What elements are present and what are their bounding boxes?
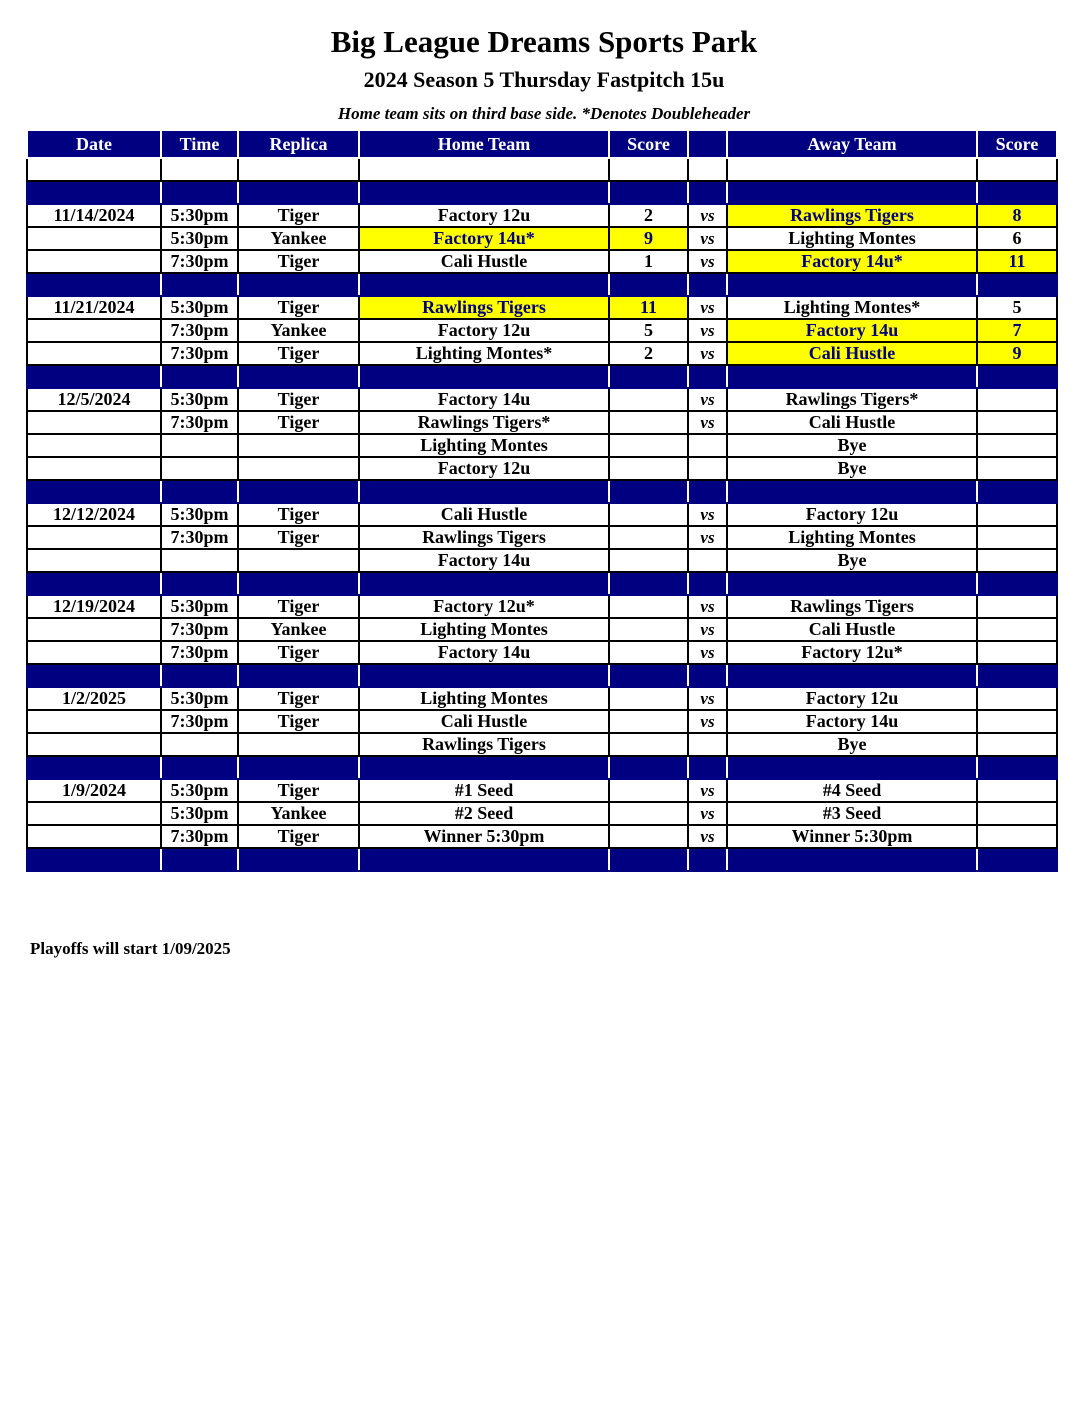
separator-cell	[161, 848, 238, 871]
col-header-date: Date	[27, 131, 161, 158]
separator-cell	[977, 480, 1057, 503]
cell-away-team: Lighting Montes*	[727, 296, 977, 319]
cell-away-score	[977, 526, 1057, 549]
separator-cell	[688, 664, 727, 687]
cell-time: 7:30pm	[161, 710, 238, 733]
week-separator-row	[27, 181, 1057, 204]
blank-cell	[688, 158, 727, 181]
cell-replica: Tiger	[238, 342, 359, 365]
cell-replica: Yankee	[238, 227, 359, 250]
cell-away-team: Cali Hustle	[727, 618, 977, 641]
cell-home-team: Rawlings Tigers*	[359, 411, 609, 434]
cell-time: 7:30pm	[161, 641, 238, 664]
cell-home-team: Lighting Montes	[359, 618, 609, 641]
cell-away-score	[977, 710, 1057, 733]
separator-cell	[238, 664, 359, 687]
cell-date: 1/2/2025	[27, 687, 161, 710]
separator-cell	[27, 365, 161, 388]
cell-vs: vs	[688, 503, 727, 526]
cell-replica	[238, 733, 359, 756]
cell-date	[27, 802, 161, 825]
game-row	[27, 388, 1057, 411]
cell-replica: Tiger	[238, 825, 359, 848]
cell-home-team: Cali Hustle	[359, 503, 609, 526]
blank-cell	[359, 158, 609, 181]
separator-cell	[688, 848, 727, 871]
col-header-home-team: Home Team	[359, 131, 609, 158]
cell-time	[161, 457, 238, 480]
cell-away-score: 8	[977, 204, 1057, 227]
cell-home-score	[609, 434, 688, 457]
cell-away-team: Rawlings Tigers	[727, 204, 977, 227]
game-row	[27, 319, 1057, 342]
separator-cell	[359, 848, 609, 871]
cell-home-score	[609, 549, 688, 572]
schedule-body	[27, 158, 1057, 871]
cell-time	[161, 733, 238, 756]
game-row	[27, 825, 1057, 848]
game-row	[27, 641, 1057, 664]
cell-away-score	[977, 503, 1057, 526]
separator-cell	[609, 664, 688, 687]
season-subtitle: 2024 Season 5 Thursday Fastpitch 15u	[363, 67, 725, 92]
cell-away-team: Lighting Montes	[727, 526, 977, 549]
cell-replica: Tiger	[238, 641, 359, 664]
cell-date: 12/19/2024	[27, 595, 161, 618]
cell-home-score	[609, 779, 688, 802]
cell-time: 7:30pm	[161, 319, 238, 342]
cell-vs: vs	[688, 296, 727, 319]
cell-time: 5:30pm	[161, 204, 238, 227]
cell-replica: Tiger	[238, 687, 359, 710]
week-separator-row	[27, 365, 1057, 388]
cell-replica: Yankee	[238, 319, 359, 342]
cell-away-score	[977, 411, 1057, 434]
separator-cell	[977, 273, 1057, 296]
game-row	[27, 595, 1057, 618]
separator-cell	[359, 273, 609, 296]
cell-vs: vs	[688, 526, 727, 549]
game-row	[27, 250, 1057, 273]
separator-cell	[359, 572, 609, 595]
game-row	[27, 526, 1057, 549]
cell-replica: Yankee	[238, 618, 359, 641]
cell-home-team: Cali Hustle	[359, 250, 609, 273]
separator-cell	[727, 181, 977, 204]
blank-cell	[27, 158, 161, 181]
separator-cell	[27, 273, 161, 296]
cell-replica: Tiger	[238, 710, 359, 733]
cell-home-score	[609, 457, 688, 480]
cell-away-team: Factory 14u*	[727, 250, 977, 273]
cell-away-team: Cali Hustle	[727, 411, 977, 434]
game-row	[27, 227, 1057, 250]
cell-time: 7:30pm	[161, 825, 238, 848]
schedule-note: Home team sits on third base side. *Denotes Doubleheader	[337, 104, 751, 123]
cell-vs: vs	[688, 618, 727, 641]
cell-time	[161, 434, 238, 457]
cell-home-team: Winner 5:30pm	[359, 825, 609, 848]
game-row	[27, 204, 1057, 227]
cell-date: 11/21/2024	[27, 296, 161, 319]
separator-cell	[238, 480, 359, 503]
cell-away-score	[977, 687, 1057, 710]
cell-vs: vs	[688, 641, 727, 664]
separator-cell	[688, 572, 727, 595]
separator-cell	[609, 181, 688, 204]
cell-away-score	[977, 618, 1057, 641]
cell-time: 5:30pm	[161, 388, 238, 411]
separator-cell	[609, 365, 688, 388]
cell-home-score	[609, 687, 688, 710]
cell-home-score	[609, 411, 688, 434]
cell-home-score	[609, 618, 688, 641]
cell-home-team: Rawlings Tigers	[359, 733, 609, 756]
separator-cell	[161, 365, 238, 388]
separator-cell	[27, 848, 161, 871]
cell-home-score: 5	[609, 319, 688, 342]
week-separator-row	[27, 756, 1057, 779]
cell-away-team: Bye	[727, 434, 977, 457]
cell-vs: vs	[688, 250, 727, 273]
week-separator-row	[27, 664, 1057, 687]
game-row	[27, 457, 1057, 480]
cell-replica	[238, 549, 359, 572]
cell-away-team: Rawlings Tigers*	[727, 388, 977, 411]
cell-home-team: Factory 14u*	[359, 227, 609, 250]
separator-cell	[609, 572, 688, 595]
cell-vs: vs	[688, 779, 727, 802]
game-row	[27, 503, 1057, 526]
cell-home-team: Factory 12u	[359, 457, 609, 480]
cell-home-team: Rawlings Tigers	[359, 526, 609, 549]
cell-date	[27, 342, 161, 365]
week-separator-row	[27, 572, 1057, 595]
cell-vs: vs	[688, 687, 727, 710]
cell-home-team: Factory 12u	[359, 204, 609, 227]
separator-cell	[238, 181, 359, 204]
separator-cell	[359, 480, 609, 503]
cell-away-team: #4 Seed	[727, 779, 977, 802]
cell-vs	[688, 457, 727, 480]
blank-cell	[727, 158, 977, 181]
separator-cell	[161, 480, 238, 503]
cell-home-team: Factory 14u	[359, 641, 609, 664]
cell-away-team: Bye	[727, 733, 977, 756]
cell-away-team: Factory 12u*	[727, 641, 977, 664]
cell-replica: Yankee	[238, 802, 359, 825]
cell-home-team: Lighting Montes	[359, 687, 609, 710]
separator-cell	[359, 664, 609, 687]
cell-vs	[688, 434, 727, 457]
cell-replica	[238, 434, 359, 457]
separator-cell	[238, 273, 359, 296]
separator-cell	[688, 480, 727, 503]
separator-cell	[977, 181, 1057, 204]
cell-home-score: 11	[609, 296, 688, 319]
cell-home-score	[609, 503, 688, 526]
separator-cell	[727, 572, 977, 595]
game-row	[27, 710, 1057, 733]
separator-cell	[161, 756, 238, 779]
cell-home-team: Cali Hustle	[359, 710, 609, 733]
cell-home-score	[609, 526, 688, 549]
cell-vs: vs	[688, 342, 727, 365]
separator-cell	[977, 756, 1057, 779]
separator-cell	[727, 756, 977, 779]
cell-date	[27, 825, 161, 848]
cell-time: 5:30pm	[161, 595, 238, 618]
cell-home-score: 1	[609, 250, 688, 273]
separator-cell	[238, 848, 359, 871]
cell-vs	[688, 733, 727, 756]
cell-away-team: Bye	[727, 457, 977, 480]
col-header-away-team: Away Team	[727, 131, 977, 158]
separator-cell	[27, 181, 161, 204]
cell-home-team: Factory 12u*	[359, 595, 609, 618]
cell-date: 12/12/2024	[27, 503, 161, 526]
schedule-table	[26, 131, 1058, 872]
separator-cell	[359, 756, 609, 779]
cell-date	[27, 434, 161, 457]
cell-away-team: Cali Hustle	[727, 342, 977, 365]
separator-cell	[609, 848, 688, 871]
cell-home-score: 2	[609, 204, 688, 227]
cell-away-score	[977, 825, 1057, 848]
cell-away-team: Factory 14u	[727, 319, 977, 342]
cell-vs	[688, 549, 727, 572]
cell-date	[27, 319, 161, 342]
cell-away-score: 7	[977, 319, 1057, 342]
cell-time: 5:30pm	[161, 227, 238, 250]
cell-time: 7:30pm	[161, 526, 238, 549]
cell-away-score: 6	[977, 227, 1057, 250]
cell-home-score	[609, 825, 688, 848]
separator-cell	[27, 756, 161, 779]
cell-away-score	[977, 457, 1057, 480]
cell-away-team: Bye	[727, 549, 977, 572]
week-separator-row	[27, 848, 1057, 871]
separator-cell	[609, 756, 688, 779]
game-row	[27, 733, 1057, 756]
cell-home-team: Factory 14u	[359, 549, 609, 572]
cell-time: 5:30pm	[161, 779, 238, 802]
cell-away-score: 11	[977, 250, 1057, 273]
cell-home-team: #2 Seed	[359, 802, 609, 825]
cell-home-team: Lighting Montes*	[359, 342, 609, 365]
game-row	[27, 618, 1057, 641]
cell-date	[27, 457, 161, 480]
cell-away-score	[977, 802, 1057, 825]
separator-cell	[27, 480, 161, 503]
cell-replica: Tiger	[238, 296, 359, 319]
separator-cell	[727, 848, 977, 871]
separator-cell	[161, 572, 238, 595]
cell-date: 12/5/2024	[27, 388, 161, 411]
separator-cell	[688, 365, 727, 388]
cell-replica: Tiger	[238, 388, 359, 411]
cell-replica: Tiger	[238, 411, 359, 434]
col-header-time: Time	[161, 131, 238, 158]
separator-cell	[727, 273, 977, 296]
cell-home-score	[609, 388, 688, 411]
col-header-vs	[688, 131, 727, 158]
cell-vs: vs	[688, 319, 727, 342]
cell-replica: Tiger	[238, 250, 359, 273]
separator-cell	[161, 273, 238, 296]
game-row	[27, 687, 1057, 710]
cell-date	[27, 411, 161, 434]
cell-time: 5:30pm	[161, 296, 238, 319]
separator-cell	[359, 365, 609, 388]
cell-home-score: 9	[609, 227, 688, 250]
cell-date: 11/14/2024	[27, 204, 161, 227]
cell-away-score	[977, 733, 1057, 756]
separator-cell	[609, 273, 688, 296]
cell-date	[27, 549, 161, 572]
cell-home-team: Lighting Montes	[359, 434, 609, 457]
cell-vs: vs	[688, 825, 727, 848]
cell-replica: Tiger	[238, 503, 359, 526]
cell-vs: vs	[688, 802, 727, 825]
separator-cell	[27, 572, 161, 595]
blank-cell	[977, 158, 1057, 181]
cell-replica: Tiger	[238, 526, 359, 549]
cell-vs: vs	[688, 710, 727, 733]
cell-time: 7:30pm	[161, 411, 238, 434]
cell-vs: vs	[688, 411, 727, 434]
cell-home-score	[609, 802, 688, 825]
game-row	[27, 802, 1057, 825]
cell-home-score	[609, 595, 688, 618]
separator-cell	[727, 664, 977, 687]
cell-home-score	[609, 641, 688, 664]
cell-date	[27, 733, 161, 756]
cell-away-team: Factory 12u	[727, 503, 977, 526]
cell-away-score	[977, 549, 1057, 572]
cell-home-score	[609, 710, 688, 733]
cell-vs: vs	[688, 204, 727, 227]
separator-cell	[977, 365, 1057, 388]
game-row	[27, 411, 1057, 434]
cell-home-score: 2	[609, 342, 688, 365]
separator-cell	[727, 365, 977, 388]
separator-cell	[688, 756, 727, 779]
separator-cell	[977, 572, 1057, 595]
cell-away-team: Lighting Montes	[727, 227, 977, 250]
separator-cell	[977, 848, 1057, 871]
cell-away-score	[977, 641, 1057, 664]
cell-away-score	[977, 779, 1057, 802]
cell-home-team: Factory 14u	[359, 388, 609, 411]
separator-cell	[359, 181, 609, 204]
cell-home-team: #1 Seed	[359, 779, 609, 802]
col-header-replica: Replica	[238, 131, 359, 158]
page-title: Big League Dreams Sports Park	[330, 24, 758, 59]
cell-away-team: Factory 14u	[727, 710, 977, 733]
cell-time: 5:30pm	[161, 687, 238, 710]
cell-replica: Tiger	[238, 595, 359, 618]
cell-time: 7:30pm	[161, 618, 238, 641]
cell-date	[27, 526, 161, 549]
col-header-home-score: Score	[609, 131, 688, 158]
cell-away-score: 9	[977, 342, 1057, 365]
cell-away-score	[977, 434, 1057, 457]
cell-replica: Tiger	[238, 779, 359, 802]
game-row	[27, 779, 1057, 802]
cell-away-score	[977, 388, 1057, 411]
cell-vs: vs	[688, 227, 727, 250]
separator-cell	[238, 572, 359, 595]
cell-time: 7:30pm	[161, 250, 238, 273]
cell-home-team: Rawlings Tigers	[359, 296, 609, 319]
cell-date	[27, 710, 161, 733]
cell-date: 1/9/2024	[27, 779, 161, 802]
cell-time	[161, 549, 238, 572]
cell-date	[27, 227, 161, 250]
cell-away-team: #3 Seed	[727, 802, 977, 825]
col-header-away-score: Score	[977, 131, 1057, 158]
separator-cell	[977, 664, 1057, 687]
cell-vs: vs	[688, 595, 727, 618]
separator-cell	[161, 181, 238, 204]
game-row	[27, 296, 1057, 319]
cell-time: 5:30pm	[161, 802, 238, 825]
cell-vs: vs	[688, 388, 727, 411]
cell-time: 7:30pm	[161, 342, 238, 365]
cell-replica	[238, 457, 359, 480]
week-separator-row	[27, 273, 1057, 296]
separator-cell	[27, 664, 161, 687]
blank-cell	[161, 158, 238, 181]
cell-replica: Tiger	[238, 204, 359, 227]
separator-cell	[688, 181, 727, 204]
blank-cell	[609, 158, 688, 181]
cell-date	[27, 641, 161, 664]
separator-cell	[161, 664, 238, 687]
cell-date	[27, 618, 161, 641]
playoffs-note: Playoffs will start 1/09/2025	[30, 939, 231, 958]
cell-date	[27, 250, 161, 273]
blank-row	[27, 158, 1057, 181]
week-separator-row	[27, 480, 1057, 503]
separator-cell	[609, 480, 688, 503]
separator-cell	[688, 273, 727, 296]
cell-home-team: Factory 12u	[359, 319, 609, 342]
blank-cell	[238, 158, 359, 181]
separator-cell	[727, 480, 977, 503]
game-row	[27, 549, 1057, 572]
separator-cell	[238, 365, 359, 388]
cell-away-score: 5	[977, 296, 1057, 319]
cell-away-team: Winner 5:30pm	[727, 825, 977, 848]
cell-away-team: Rawlings Tigers	[727, 595, 977, 618]
cell-away-score	[977, 595, 1057, 618]
separator-cell	[238, 756, 359, 779]
game-row	[27, 434, 1057, 457]
cell-time: 5:30pm	[161, 503, 238, 526]
cell-home-score	[609, 733, 688, 756]
game-row	[27, 342, 1057, 365]
cell-away-team: Factory 12u	[727, 687, 977, 710]
table-header-row	[27, 131, 1057, 158]
